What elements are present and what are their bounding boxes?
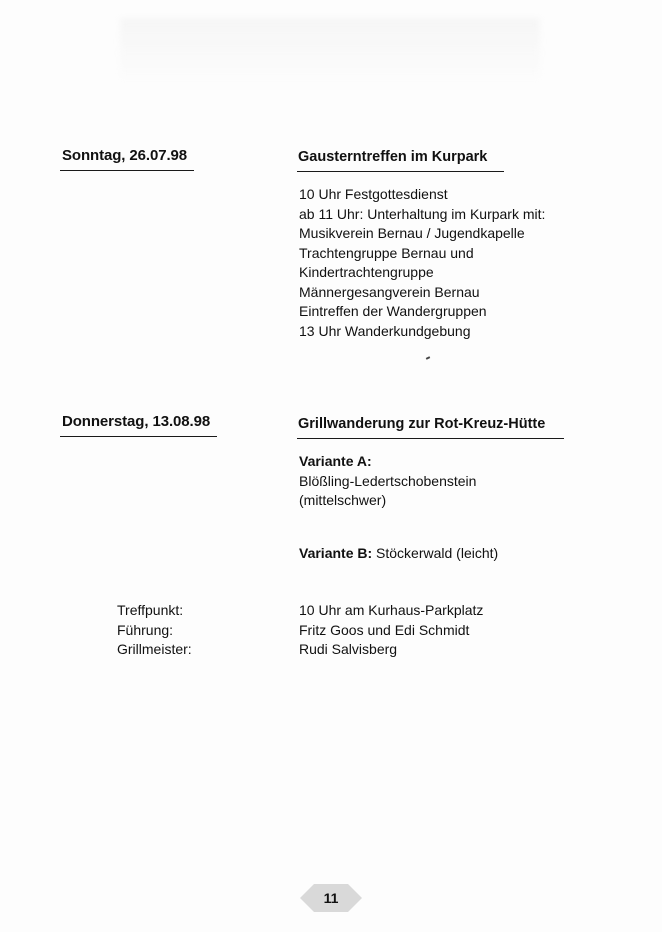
variant-a-block	[299, 452, 476, 511]
section1-line: Trachtengruppe Bernau und	[299, 244, 474, 261]
variant-a-label: Variante A:	[299, 453, 372, 469]
detail-label-grill-master: Grillmeister:	[117, 641, 192, 657]
detail-value-guide: Fritz Goos und Edi Schmidt	[299, 621, 470, 638]
section1-line: Männergesangverein Bernau	[299, 283, 480, 300]
section1-title-underline	[297, 171, 504, 172]
detail-value-grill-master: Rudi Salvisberg	[299, 641, 398, 657]
detail-value-meeting-point: 10 Uhr am Kurhaus-Parkplatz	[299, 602, 484, 618]
section1-description	[299, 185, 545, 341]
section2-event-title: Grillwanderung zur Rot-Kreuz-Hütte	[298, 416, 546, 432]
variant-b-block	[299, 544, 498, 564]
variant-a-line: (mittelschwer)	[299, 492, 387, 508]
section1-date-underline	[60, 170, 194, 171]
section1-line: Eintreffen der Wandergruppen	[299, 303, 487, 319]
section1-event-title: Gausterntreffen im Kurpark	[298, 149, 488, 165]
variant-b-label: Variante B:	[299, 545, 373, 561]
page-number: 11	[323, 890, 339, 906]
detail-label-guide: Führung:	[117, 621, 174, 638]
details-values	[299, 601, 483, 660]
faded-header-area	[120, 18, 540, 78]
variant-b-text: Stöckerwald (leicht)	[376, 545, 499, 561]
section1-line: 13 Uhr Wanderkundgebung	[299, 322, 471, 339]
section2-title-underline	[297, 438, 564, 439]
print-speck	[426, 356, 430, 360]
variant-a-line: Blößling-Ledertschobenstein	[299, 472, 477, 489]
section1-line: 10 Uhr Festgottesdienst	[299, 186, 448, 202]
section1-line: Musikverein Bernau / Jugendkapelle	[299, 225, 525, 241]
detail-label-meeting-point: Treffpunkt:	[117, 602, 184, 618]
section2-date-heading: Donnerstag, 13.08.98	[62, 413, 211, 430]
section2-date-underline	[60, 436, 217, 437]
section1-date-heading: Sonntag, 26.07.98	[62, 147, 188, 164]
section1-line: ab 11 Uhr: Unterhaltung im Kurpark mit:	[299, 205, 546, 222]
details-labels	[117, 601, 192, 660]
section1-line: Kindertrachtengruppe	[299, 264, 434, 280]
page-number-badge	[300, 884, 362, 912]
